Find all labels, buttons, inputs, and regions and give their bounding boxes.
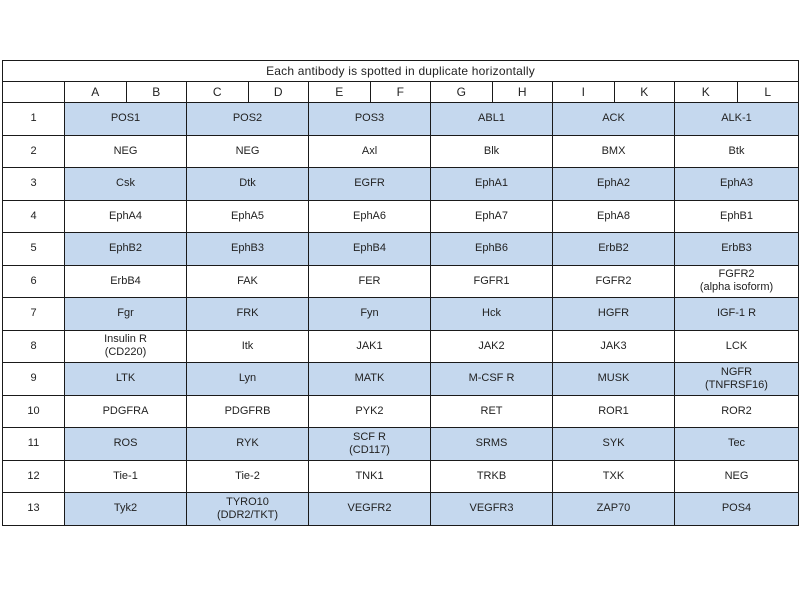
column-pair-header <box>187 82 309 103</box>
column-letter: H <box>492 82 553 102</box>
antibody-cell <box>187 200 309 233</box>
antibody-label: BMX <box>601 144 626 157</box>
table-row <box>3 395 799 428</box>
antibody-cell <box>553 395 675 428</box>
antibody-label: FGFR2 <box>595 274 632 287</box>
antibody-label: NEG <box>113 144 138 157</box>
antibody-cell <box>553 493 675 526</box>
antibody-cell <box>187 428 309 461</box>
antibody-cell <box>431 265 553 298</box>
antibody-label: TNK1 <box>355 469 384 482</box>
antibody-array-table <box>2 60 799 526</box>
column-letter: C <box>212 85 222 99</box>
antibody-label: EphA2 <box>596 177 631 190</box>
antibody-cell <box>675 428 799 461</box>
antibody-cell <box>65 298 187 331</box>
antibody-cell <box>187 493 309 526</box>
antibody-cell <box>553 200 675 233</box>
table-row <box>3 103 799 136</box>
antibody-cell <box>675 493 799 526</box>
antibody-label: RYK <box>236 437 259 450</box>
antibody-cell <box>187 460 309 493</box>
antibody-label: ErbB2 <box>598 242 629 255</box>
antibody-cell <box>431 330 553 363</box>
antibody-cell <box>675 298 799 331</box>
antibody-label: NGFR <box>720 365 753 378</box>
antibody-cell <box>309 168 431 201</box>
antibody-cell <box>553 460 675 493</box>
antibody-label: EphA6 <box>352 209 387 222</box>
antibody-label: Hck <box>482 307 501 320</box>
antibody-cell <box>675 135 799 168</box>
antibody-label: POS2 <box>232 112 263 125</box>
row-number: 4 <box>3 200 65 233</box>
antibody-label: (alpha isoform) <box>699 281 774 294</box>
antibody-label: EphB1 <box>719 209 754 222</box>
antibody-cell <box>553 330 675 363</box>
antibody-label: MUSK <box>597 372 630 385</box>
antibody-cell <box>309 330 431 363</box>
antibody-cell <box>309 428 431 461</box>
antibody-label: EphA5 <box>230 209 265 222</box>
antibody-label: POS3 <box>354 112 385 125</box>
antibody-label: EphB4 <box>352 242 387 255</box>
column-pair-header <box>431 82 553 103</box>
antibody-cell <box>309 363 431 396</box>
antibody-cell <box>675 460 799 493</box>
table-row <box>3 168 799 201</box>
column-header-row <box>3 82 799 103</box>
antibody-cell <box>187 330 309 363</box>
antibody-cell <box>675 168 799 201</box>
antibody-cell <box>309 103 431 136</box>
antibody-label: Csk <box>116 177 135 190</box>
antibody-cell <box>675 330 799 363</box>
antibody-label: ErbB3 <box>721 242 752 255</box>
antibody-label: Tie-1 <box>113 469 138 482</box>
antibody-label: Dtk <box>239 177 256 190</box>
antibody-cell <box>675 233 799 266</box>
antibody-label: Tie-2 <box>235 469 260 482</box>
antibody-cell <box>187 265 309 298</box>
column-pair-header <box>675 82 799 103</box>
row-number: 6 <box>3 265 65 298</box>
antibody-label: (CD117) <box>349 443 390 456</box>
antibody-cell <box>431 493 553 526</box>
antibody-label: Tec <box>727 437 746 450</box>
antibody-cell <box>65 395 187 428</box>
antibody-label: EphB2 <box>108 242 143 255</box>
column-letter: A <box>91 85 100 99</box>
antibody-label: ROR1 <box>598 404 629 417</box>
antibody-cell <box>309 493 431 526</box>
antibody-label: TXK <box>602 469 625 482</box>
antibody-label: M-CSF R <box>468 372 515 385</box>
antibody-cell <box>187 103 309 136</box>
antibody-cell <box>309 460 431 493</box>
antibody-cell <box>553 428 675 461</box>
antibody-cell <box>65 168 187 201</box>
antibody-label: EphA1 <box>474 177 509 190</box>
antibody-cell <box>65 103 187 136</box>
antibody-cell <box>431 395 553 428</box>
antibody-cell <box>431 363 553 396</box>
antibody-cell <box>187 135 309 168</box>
antibody-label: FER <box>358 274 381 287</box>
antibody-label: HGFR <box>597 307 630 320</box>
column-letter: I <box>581 85 585 99</box>
antibody-cell <box>187 363 309 396</box>
antibody-label: Fgr <box>117 307 134 320</box>
antibody-label: TYRO10 <box>226 495 269 508</box>
antibody-cell <box>431 428 553 461</box>
antibody-label: Itk <box>241 339 254 352</box>
antibody-label: POS4 <box>721 502 752 515</box>
row-number: 13 <box>3 493 65 526</box>
antibody-label: SRMS <box>475 437 508 450</box>
antibody-label: Axl <box>361 144 378 157</box>
antibody-label: RET <box>480 404 503 417</box>
antibody-label: (TNFRSF16) <box>705 378 768 391</box>
antibody-label: ROR2 <box>721 404 752 417</box>
antibody-label: VEGFR2 <box>347 502 392 515</box>
antibody-cell <box>553 265 675 298</box>
antibody-label: EphB3 <box>230 242 265 255</box>
antibody-cell <box>675 103 799 136</box>
antibody-label: FAK <box>237 274 258 287</box>
table-row <box>3 298 799 331</box>
column-letter: L <box>737 82 799 102</box>
antibody-label: EphA7 <box>474 209 509 222</box>
column-letter: G <box>456 85 466 99</box>
antibody-label: MATK <box>354 372 385 385</box>
antibody-cell <box>431 103 553 136</box>
antibody-label: EGFR <box>354 177 385 190</box>
table-row <box>3 265 799 298</box>
row-number: 11 <box>3 428 65 461</box>
antibody-cell <box>309 298 431 331</box>
column-letter: D <box>248 82 309 102</box>
antibody-cell <box>553 233 675 266</box>
antibody-cell <box>309 395 431 428</box>
antibody-label: PDGFRA <box>102 404 149 417</box>
antibody-cell <box>65 233 187 266</box>
antibody-label: ABL1 <box>478 112 505 125</box>
antibody-cell <box>553 363 675 396</box>
antibody-cell <box>431 168 553 201</box>
antibody-label: LTK <box>115 372 136 385</box>
column-pair-header <box>553 82 675 103</box>
antibody-label: (DDR2/TKT) <box>216 508 279 521</box>
antibody-label: IGF-1 R <box>716 307 757 320</box>
column-letter: B <box>126 82 187 102</box>
antibody-label: JAK3 <box>600 339 627 352</box>
antibody-cell <box>431 298 553 331</box>
antibody-label: NEG <box>235 144 260 157</box>
table-row <box>3 493 799 526</box>
antibody-cell <box>309 135 431 168</box>
antibody-cell <box>553 103 675 136</box>
antibody-cell <box>675 395 799 428</box>
antibody-cell <box>65 330 187 363</box>
row-number: 8 <box>3 330 65 363</box>
antibody-label: POS1 <box>110 112 141 125</box>
row-number: 7 <box>3 298 65 331</box>
row-number: 12 <box>3 460 65 493</box>
antibody-cell <box>553 168 675 201</box>
row-number: 2 <box>3 135 65 168</box>
antibody-label: ZAP70 <box>596 502 631 515</box>
antibody-cell <box>65 265 187 298</box>
column-letter: K <box>614 82 675 102</box>
antibody-label: FGFR1 <box>473 274 510 287</box>
antibody-cell <box>309 265 431 298</box>
antibody-cell <box>309 233 431 266</box>
column-letter: K <box>701 85 710 99</box>
antibody-cell <box>553 298 675 331</box>
antibody-label: Blk <box>483 144 500 157</box>
row-number: 10 <box>3 395 65 428</box>
row-number: 1 <box>3 103 65 136</box>
table-row <box>3 135 799 168</box>
antibody-label: ACK <box>602 112 625 125</box>
antibody-cell <box>65 200 187 233</box>
antibody-label: TRKB <box>476 469 507 482</box>
column-letter: F <box>370 82 431 102</box>
antibody-label: SCF R <box>353 430 386 443</box>
antibody-cell <box>675 363 799 396</box>
antibody-cell <box>65 493 187 526</box>
table-row <box>3 460 799 493</box>
antibody-cell <box>65 428 187 461</box>
column-letter: E <box>335 85 344 99</box>
antibody-cell <box>187 168 309 201</box>
antibody-cell <box>187 298 309 331</box>
antibody-label: SYK <box>602 437 625 450</box>
antibody-cell <box>309 200 431 233</box>
column-pair-header <box>65 82 187 103</box>
antibody-cell <box>431 135 553 168</box>
antibody-label: JAK2 <box>478 339 505 352</box>
antibody-label: ErbB4 <box>110 274 141 287</box>
antibody-cell <box>187 233 309 266</box>
antibody-cell <box>187 395 309 428</box>
table-row <box>3 233 799 266</box>
table-title: Each antibody is spotted in duplicate horizontally <box>3 61 799 82</box>
column-pair-header <box>309 82 431 103</box>
row-label-header <box>3 82 65 103</box>
antibody-cell <box>431 460 553 493</box>
antibody-label: JAK1 <box>356 339 383 352</box>
antibody-label: Btk <box>728 144 745 157</box>
table-row <box>3 200 799 233</box>
antibody-label: LCK <box>725 339 748 352</box>
row-number: 5 <box>3 233 65 266</box>
antibody-label: PYK2 <box>355 404 384 417</box>
antibody-label: Insulin R <box>104 333 147 346</box>
antibody-label: EphA4 <box>108 209 143 222</box>
row-number: 9 <box>3 363 65 396</box>
antibody-label: Tyk2 <box>113 502 138 515</box>
antibody-cell <box>675 265 799 298</box>
antibody-cell <box>431 233 553 266</box>
table-row <box>3 363 799 396</box>
table-row <box>3 428 799 461</box>
antibody-cell <box>675 200 799 233</box>
antibody-label: NEG <box>724 469 749 482</box>
antibody-label: ALK-1 <box>721 112 752 125</box>
antibody-label: Fyn <box>360 307 379 320</box>
antibody-cell <box>431 200 553 233</box>
antibody-cell <box>65 460 187 493</box>
table-row <box>3 330 799 363</box>
antibody-label: FGFR2 <box>718 268 755 281</box>
antibody-label: Lyn <box>238 372 257 385</box>
antibody-label: ROS <box>113 437 138 450</box>
antibody-label: EphB6 <box>474 242 509 255</box>
antibody-label: PDGFRB <box>224 404 271 417</box>
antibody-label: FRK <box>236 307 259 320</box>
antibody-cell <box>65 363 187 396</box>
antibody-cell <box>553 135 675 168</box>
antibody-label: EphA8 <box>596 209 631 222</box>
antibody-label: EphA3 <box>719 177 754 190</box>
row-number: 3 <box>3 168 65 201</box>
antibody-cell <box>65 135 187 168</box>
antibody-label: (CD220) <box>104 346 147 359</box>
antibody-label: VEGFR3 <box>469 502 514 515</box>
